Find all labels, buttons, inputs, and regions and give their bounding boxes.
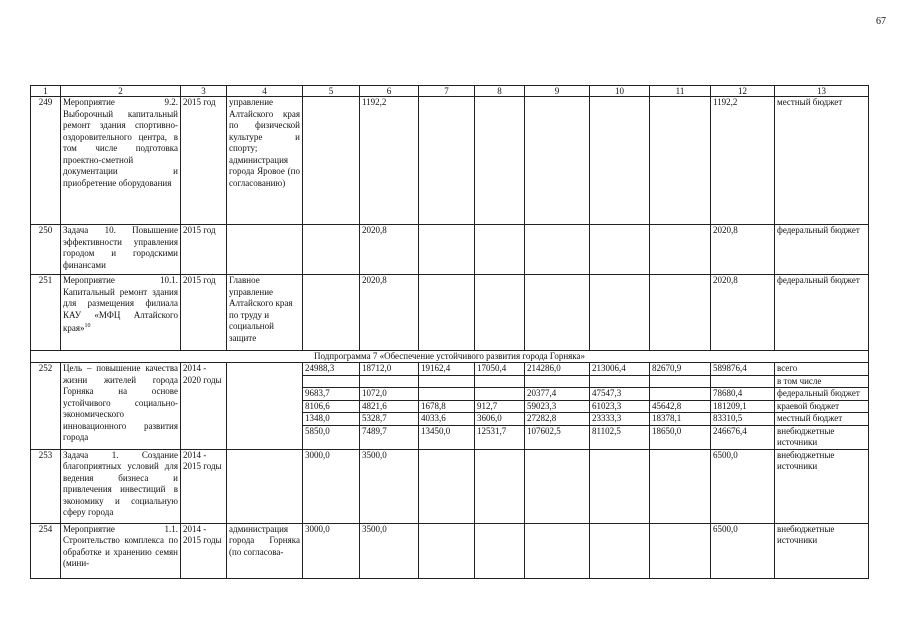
measure-name: Цель – повышение качества жизни жителей города Горняка на основе устойчивого социально-экономического инновационного развития города <box>61 363 181 450</box>
funding-source: внебюджетные источники <box>775 425 869 449</box>
row-number: 253 <box>31 449 61 523</box>
value-cell: 61023,3 <box>590 400 650 413</box>
funding-source: федеральный бюджет <box>775 388 869 401</box>
value-cell: 912,7 <box>475 400 525 413</box>
value-cell: 214286,0 <box>525 363 590 376</box>
period: 2015 год <box>181 97 227 225</box>
row-number: 252 <box>31 363 61 450</box>
budget-table <box>30 85 869 579</box>
row-number: 250 <box>31 225 61 275</box>
total-cell: 6500,0 <box>711 449 775 523</box>
total-cell: 2020,8 <box>711 225 775 275</box>
value-cell: 1348,0 <box>303 413 360 426</box>
header-cell: 12 <box>711 86 775 97</box>
value-cell: 59023,3 <box>525 400 590 413</box>
header-cell: 1 <box>31 86 61 97</box>
total-cell: 78680,4 <box>711 388 775 401</box>
row-number: 251 <box>31 275 61 351</box>
total-cell: 1192,2 <box>711 97 775 225</box>
value-cell: 2020,8 <box>360 225 419 275</box>
row-number: 254 <box>31 523 61 578</box>
value-cell: 2020,8 <box>360 275 419 351</box>
header-cell: 6 <box>360 86 419 97</box>
value-cell: 81102,5 <box>590 425 650 449</box>
value-cell <box>475 388 525 401</box>
value-cell: 3500,0 <box>360 449 419 523</box>
subprogram-row <box>31 351 869 363</box>
value-cell: 1678,8 <box>419 400 475 413</box>
value-cell: 8106,6 <box>303 400 360 413</box>
measure-name: Задача 10. Повышение эффективности управления городом и городскими финансами <box>61 225 181 275</box>
total-cell: 2020,8 <box>711 275 775 351</box>
measure-name: Задача 1. Создание благоприятных условий для ведения бизнеса и привлечения инвестиций в экономику и социальную сферу города <box>61 449 181 523</box>
total-cell: 83310,5 <box>711 413 775 426</box>
value-cell: 20377,4 <box>525 388 590 401</box>
period: 2014 - 2020 годы <box>181 363 227 450</box>
footnote-mark: 10 <box>84 323 91 329</box>
measure-name: Мероприятие 9.2. Выборочный капитальный ремонт здания спортивно-оздоровительного центра, в том числе подготовка проектно-сметной документации и приобретение оборудования <box>61 97 181 225</box>
value-cell: 12531,7 <box>475 425 525 449</box>
page-number: 67 <box>876 16 886 27</box>
value-cell <box>650 388 711 401</box>
funding-source: краевой бюджет <box>775 400 869 413</box>
executor: администрация города Горняка (по согласова- <box>227 523 303 578</box>
value-cell: 3500,0 <box>360 523 419 578</box>
funding-source: федеральный бюджет <box>775 275 869 351</box>
header-cell: 8 <box>475 86 525 97</box>
table-row <box>31 275 869 351</box>
value-cell: 45642,8 <box>650 400 711 413</box>
value-cell: 18650,0 <box>650 425 711 449</box>
measure-name: Мероприятие 10.1. Капитальный ремонт здания для размещения филиала КАУ «МФЦ Алтайского края»$^{10}$ <box>61 275 181 351</box>
header-cell: 11 <box>650 86 711 97</box>
value-cell: 82670,9 <box>650 363 711 376</box>
value-cell: 213006,4 <box>590 363 650 376</box>
value-cell: 3606,0 <box>475 413 525 426</box>
total-cell: 181209,1 <box>711 400 775 413</box>
header-cell: 4 <box>227 86 303 97</box>
value-cell: 1072,0 <box>360 388 419 401</box>
row-number: 249 <box>31 97 61 225</box>
funding-source: внебюджетные источники <box>775 523 869 578</box>
value-cell: 4821,6 <box>360 400 419 413</box>
header-row <box>31 86 869 97</box>
value-cell: 24988,3 <box>303 363 360 376</box>
header-cell: 3 <box>181 86 227 97</box>
period: 2014 - 2015 годы <box>181 523 227 578</box>
value-cell: 23333,3 <box>590 413 650 426</box>
total-cell: 246676,4 <box>711 425 775 449</box>
funding-source: федеральный бюджет <box>775 225 869 275</box>
period: 2015 год <box>181 225 227 275</box>
value-cell: 13450,0 <box>419 425 475 449</box>
table-row <box>31 449 869 523</box>
value-cell: 3000,0 <box>303 449 360 523</box>
value-cell: 27282,8 <box>525 413 590 426</box>
period: 2014 - 2015 годы <box>181 449 227 523</box>
funding-source: местный бюджет <box>775 413 869 426</box>
value-cell: 18712,0 <box>360 363 419 376</box>
value-cell: 47547,3 <box>590 388 650 401</box>
measure-name: Мероприятие 1.1. Строительство комплекса по обработке и хранению семян (мини- <box>61 523 181 578</box>
header-cell: 5 <box>303 86 360 97</box>
header-cell: 9 <box>525 86 590 97</box>
value-cell: 9683,7 <box>303 388 360 401</box>
value-cell: 19162,4 <box>419 363 475 376</box>
table-row <box>31 225 869 275</box>
table-row <box>31 523 869 578</box>
value-cell: 1192,2 <box>360 97 419 225</box>
value-cell: 3000,0 <box>303 523 360 578</box>
table-row <box>31 97 869 225</box>
value-cell: 18378,1 <box>650 413 711 426</box>
executor: Главное управление Алтайского края по труду и социальной защите <box>227 275 303 351</box>
value-cell <box>419 388 475 401</box>
subprogram-title: Подпрограмма 7 «Обеспечение устойчивого развития города Горняка» <box>31 351 869 363</box>
value-cell: 4033,6 <box>419 413 475 426</box>
funding-source: всего <box>775 363 869 376</box>
header-cell: 13 <box>775 86 869 97</box>
value-cell: 17050,4 <box>475 363 525 376</box>
value-cell: 7489,7 <box>360 425 419 449</box>
funding-source: местный бюджет <box>775 97 869 225</box>
value-cell: 5850,0 <box>303 425 360 449</box>
value-cell: 107602,5 <box>525 425 590 449</box>
funding-source: в том числе <box>775 375 869 388</box>
header-cell: 7 <box>419 86 475 97</box>
value-cell: 5328,7 <box>360 413 419 426</box>
table-row <box>31 363 869 376</box>
header-cell: 2 <box>61 86 181 97</box>
executor: управление Алтайского края по физической культуре и спорту; администрация города Яровое (по согласованию) <box>227 97 303 225</box>
funding-source: внебюджетные источники <box>775 449 869 523</box>
total-cell: 6500,0 <box>711 523 775 578</box>
header-cell: 10 <box>590 86 650 97</box>
total-cell: 589876,4 <box>711 363 775 376</box>
period: 2015 год <box>181 275 227 351</box>
